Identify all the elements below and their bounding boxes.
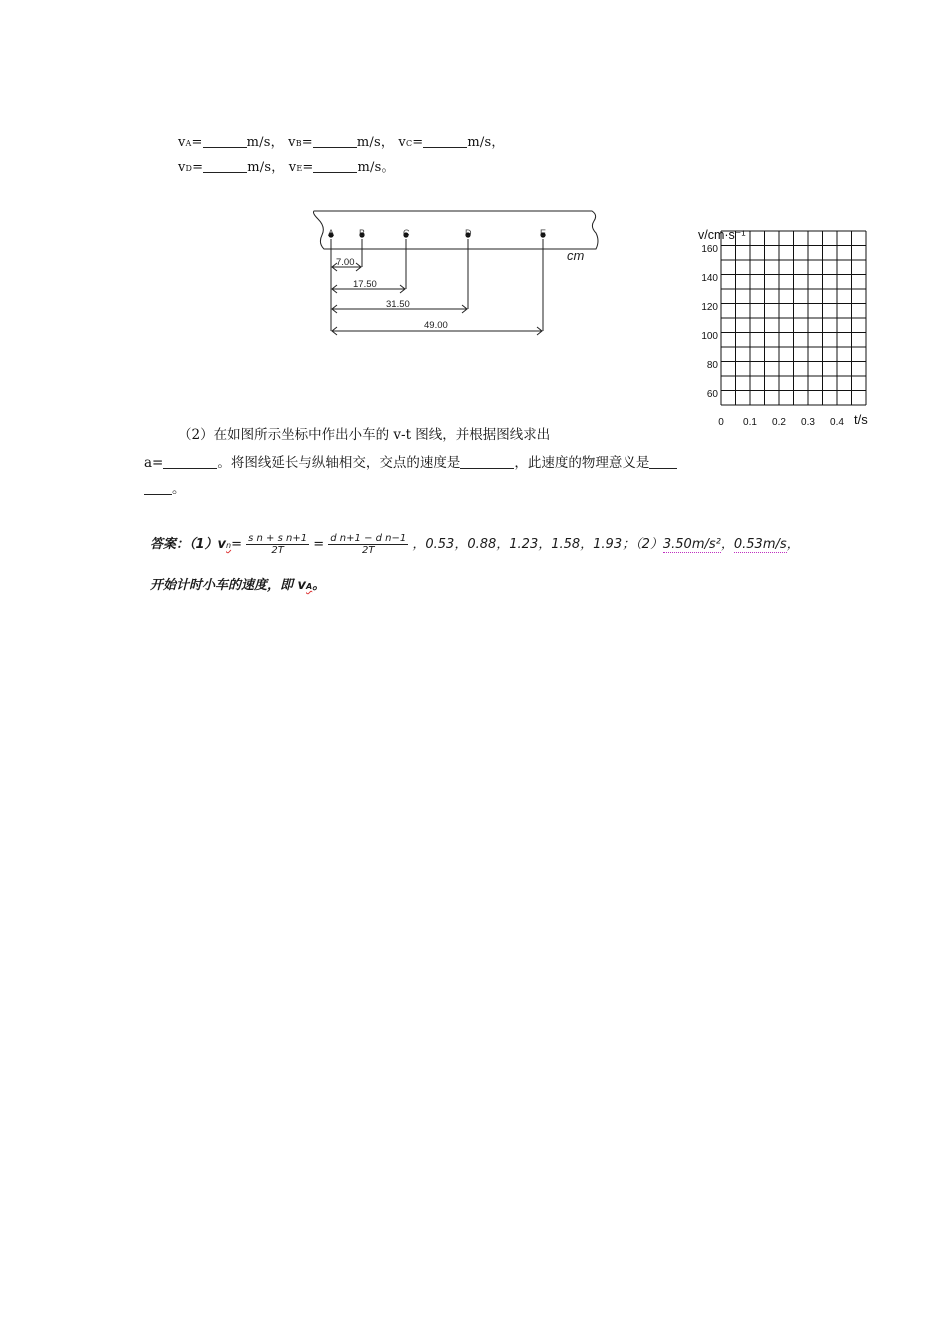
y-tick-label: 120 xyxy=(701,302,718,313)
q2-text-b: 。将图线延长与纵轴相交，交点的速度是 xyxy=(217,455,461,471)
subscript-e: E xyxy=(296,164,303,173)
answer-prefix: 答案：（1）v xyxy=(150,537,227,552)
y-axis-label: v/cm·s⁻¹ xyxy=(698,228,746,242)
fraction-1-denominator: 2T xyxy=(271,545,284,556)
blank-ve[interactable] xyxy=(313,160,357,173)
tape-unit: cm xyxy=(567,248,585,263)
tape-dots xyxy=(328,228,546,238)
unit: m/s xyxy=(246,135,271,150)
velocity-blanks-line-1: vA= m/s， vB= m/s， vC= m/s， xyxy=(178,135,505,150)
x-tick-label: 0.3 xyxy=(801,417,815,428)
fraction-2-denominator: 2T xyxy=(362,545,375,556)
blank-vc[interactable] xyxy=(423,135,467,148)
x-tick-labels xyxy=(718,417,844,428)
q2-line-2 xyxy=(144,450,677,476)
y-tick-label: 160 xyxy=(701,244,718,255)
dist-ac: 17.50 xyxy=(353,279,377,290)
tape-point-label-d: D xyxy=(465,228,472,238)
equals: = xyxy=(231,537,243,552)
fraction-2 xyxy=(328,533,408,556)
velocity-blanks-line-2: vD= m/s， vE= m/s。 xyxy=(178,160,395,175)
answer-initial-velocity: 0.53m/s xyxy=(733,537,787,552)
subscript-c: C xyxy=(405,139,413,148)
separator: ， xyxy=(380,135,395,150)
answer-period: 。 xyxy=(312,578,326,593)
answer-acceleration: 3.50m/s² xyxy=(662,537,721,552)
q2-text-c: ，此速度的物理意义是 xyxy=(514,455,650,471)
subscript-b: B xyxy=(295,139,302,148)
fraction-1-numerator: s n + s n+1 xyxy=(248,533,308,544)
fraction-1 xyxy=(246,533,309,556)
grid-lines xyxy=(721,231,866,405)
x-tick-label: 0.2 xyxy=(772,417,786,428)
accel-label: a= xyxy=(144,455,164,471)
vt-graph-grid xyxy=(690,222,880,432)
unit: m/s xyxy=(356,135,381,150)
v-symbol: v xyxy=(178,135,186,150)
tape-point-label-c: C xyxy=(403,228,410,238)
blank-meaning-part2[interactable] xyxy=(144,482,172,495)
tape-point-label-b: B xyxy=(359,228,366,238)
x-axis-label: t/s xyxy=(854,412,868,427)
answer-line-1: 答案：（1）vn= $\frac{\text{s n + s n+1}}{2T}$ = $\frac{\text{d n+1 − d n−1}}{2T}$ ，0.53，0.88，1.23，1.58，1.93；（2）3.50m/s²，0.53m/s， xyxy=(150,533,800,556)
equals: = xyxy=(313,537,325,552)
separator: ， xyxy=(270,135,284,150)
subscript-a: A xyxy=(185,139,192,148)
blank-va[interactable] xyxy=(203,135,247,148)
dist-ae: 49.00 xyxy=(424,320,448,331)
dist-ab: 7.00 xyxy=(336,257,355,268)
dist-ad: 31.50 xyxy=(386,299,410,310)
blank-vd[interactable] xyxy=(203,160,247,173)
v-symbol: v xyxy=(288,135,296,150)
subscript-d: D xyxy=(185,164,193,173)
y-tick-labels xyxy=(701,244,718,400)
q2-period: 。 xyxy=(172,481,186,497)
answer-subscript-a: A xyxy=(306,582,313,591)
v-symbol: v xyxy=(288,160,297,175)
answer-values: ，0.53，0.88，1.23，1.58，1.93；（2） xyxy=(412,537,663,552)
separator: ， xyxy=(491,135,505,150)
answer-line-2 xyxy=(150,574,325,593)
y-tick-label: 80 xyxy=(706,360,718,371)
tape-point-label-e: E xyxy=(540,228,547,238)
unit: m/s xyxy=(467,135,492,150)
y-tick-label: 140 xyxy=(701,273,718,284)
unit: m/s xyxy=(357,160,382,175)
blank-vb[interactable] xyxy=(313,135,357,148)
q2-line-1: （2）在如图所示坐标中作出小车的 v-t 图线，并根据图线求出 xyxy=(178,427,551,443)
fraction-2-numerator: d n+1 − d n−1 xyxy=(330,533,407,544)
paper-tape-diagram xyxy=(300,205,610,340)
x-tick-label: 0.1 xyxy=(743,417,757,428)
v-symbol: v xyxy=(178,160,186,175)
separator: ， xyxy=(271,160,285,175)
x-tick-label: 0.4 xyxy=(830,417,844,428)
answer-line-2-text: 开始计时小车的速度，即 v xyxy=(150,578,307,593)
answer-subscript-n: n xyxy=(226,541,232,550)
tape-outline xyxy=(314,211,599,249)
v-symbol: v xyxy=(398,135,406,150)
blank-meaning-part1[interactable] xyxy=(649,456,677,469)
unit: m/s xyxy=(247,160,272,175)
period: 。 xyxy=(381,160,395,175)
tape-point-label-a: A xyxy=(328,228,335,238)
x-tick-label: 0 xyxy=(718,417,724,428)
blank-acceleration[interactable] xyxy=(163,456,217,469)
q2-line-3 xyxy=(144,476,186,502)
blank-intercept-velocity[interactable] xyxy=(460,456,514,469)
y-tick-label: 100 xyxy=(701,331,718,342)
y-tick-label: 60 xyxy=(706,389,718,400)
